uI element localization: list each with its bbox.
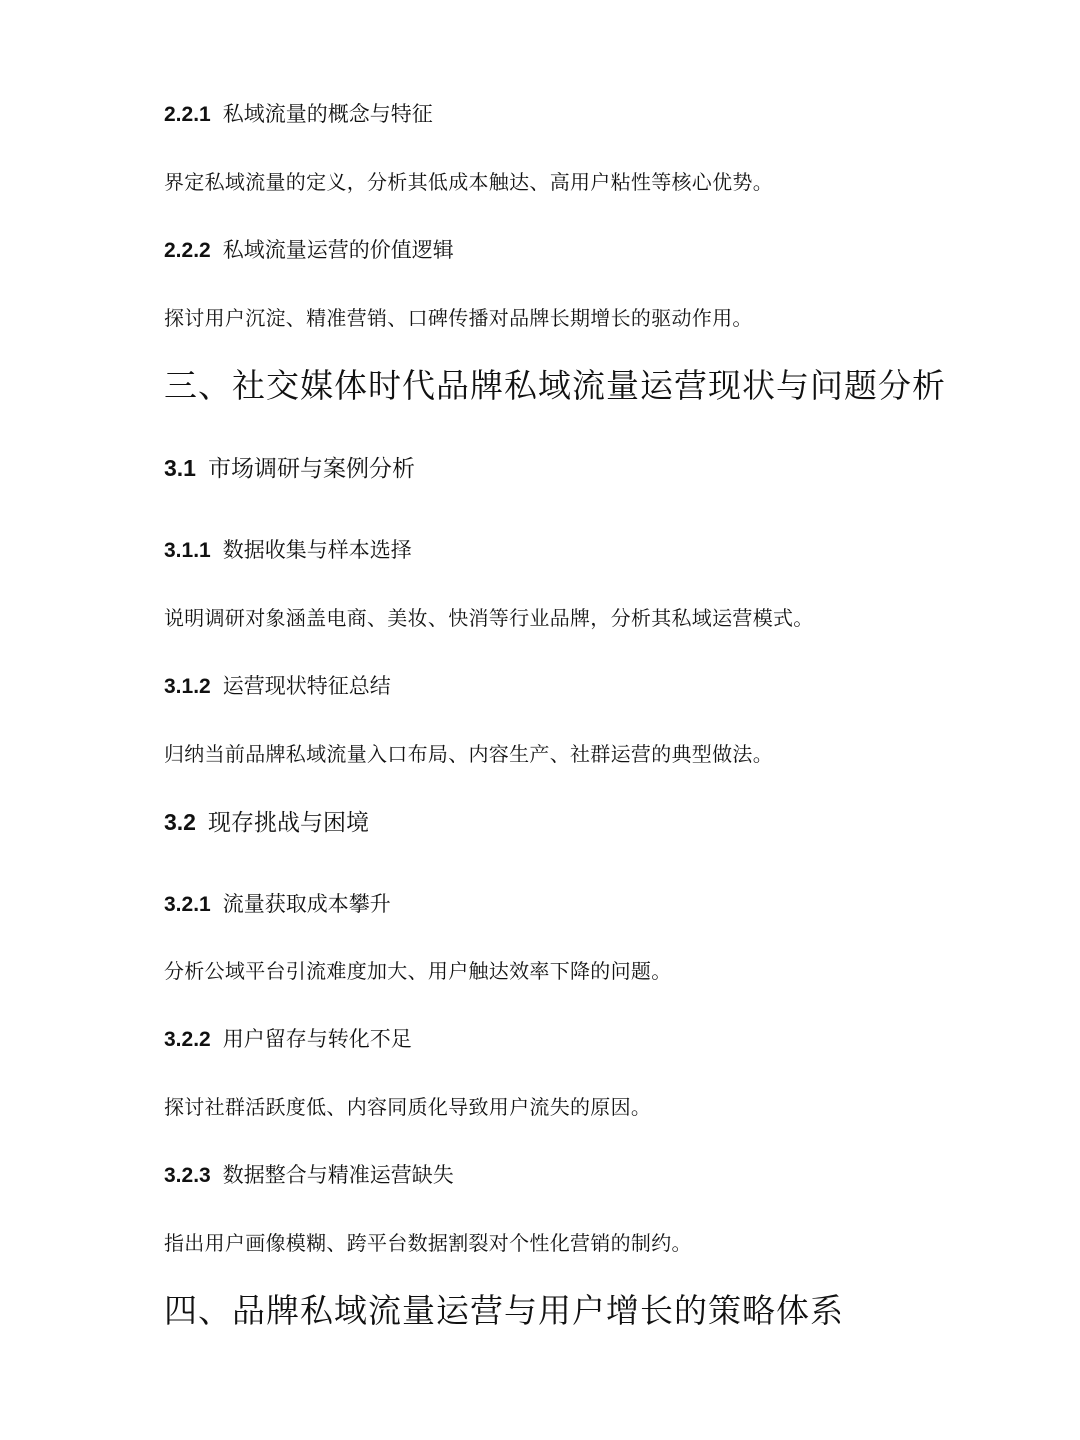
heading-3-1 [164,457,1040,481]
section-number: 3.2.2 [164,1028,211,1051]
section-number: 3.2 [164,809,196,835]
section-number: 3.1.1 [164,539,211,562]
section-number: 3.2.3 [164,1164,211,1187]
section-title: 运营现状特征总结 [222,674,391,698]
paragraph: 归纳当前品牌私域流量入口布局、内容生产、社群运营的典型做法。 [164,742,773,766]
section-number: 3.2.1 [164,893,211,916]
heading-3-1-2 [164,676,1040,697]
heading-2-2-1 [164,104,1040,125]
heading-3-2-1 [164,894,1040,915]
chapter-heading-3: 三、社交媒体时代品牌私域流量运营现状与问题分析 [164,366,946,405]
heading-2-2-2 [164,240,1040,261]
heading-3-2-2 [164,1029,1040,1050]
paragraph: 分析公域平台引流难度加大、用户触达效率下降的问题。 [164,959,672,983]
section-title: 私域流量运营的价值逻辑 [222,238,454,262]
heading-3-2 [164,811,1040,835]
chapter-heading-4: 四、品牌私域流量运营与用户增长的策略体系 [164,1291,844,1330]
section-number: 2.2.1 [164,103,211,126]
section-number: 2.2.2 [164,239,211,262]
paragraph: 指出用户画像模糊、跨平台数据割裂对个性化营销的制约。 [164,1231,692,1255]
section-title: 私域流量的概念与特征 [222,102,433,126]
paragraph: 说明调研对象涵盖电商、美妆、快消等行业品牌，分析其私域运营模式。 [164,606,814,630]
heading-3-1-1 [164,540,1040,561]
section-title: 数据收集与样本选择 [222,538,412,562]
paragraph: 探讨社群活跃度低、内容同质化导致用户流失的原因。 [164,1095,652,1119]
heading-3-2-3 [164,1165,1040,1186]
paragraph: 探讨用户沉淀、精准营销、口碑传播对品牌长期增长的驱动作用。 [164,306,753,330]
section-title: 数据整合与精准运营缺失 [222,1163,454,1187]
section-title: 用户留存与转化不足 [222,1027,412,1051]
section-number: 3.1.2 [164,675,211,698]
section-title: 流量获取成本攀升 [222,892,391,916]
paragraph: 界定私域流量的定义，分析其低成本触达、高用户粘性等核心优势。 [164,170,773,194]
section-title: 现存挑战与困境 [207,810,369,836]
section-title: 市场调研与案例分析 [207,456,415,482]
section-number: 3.1 [164,455,196,481]
